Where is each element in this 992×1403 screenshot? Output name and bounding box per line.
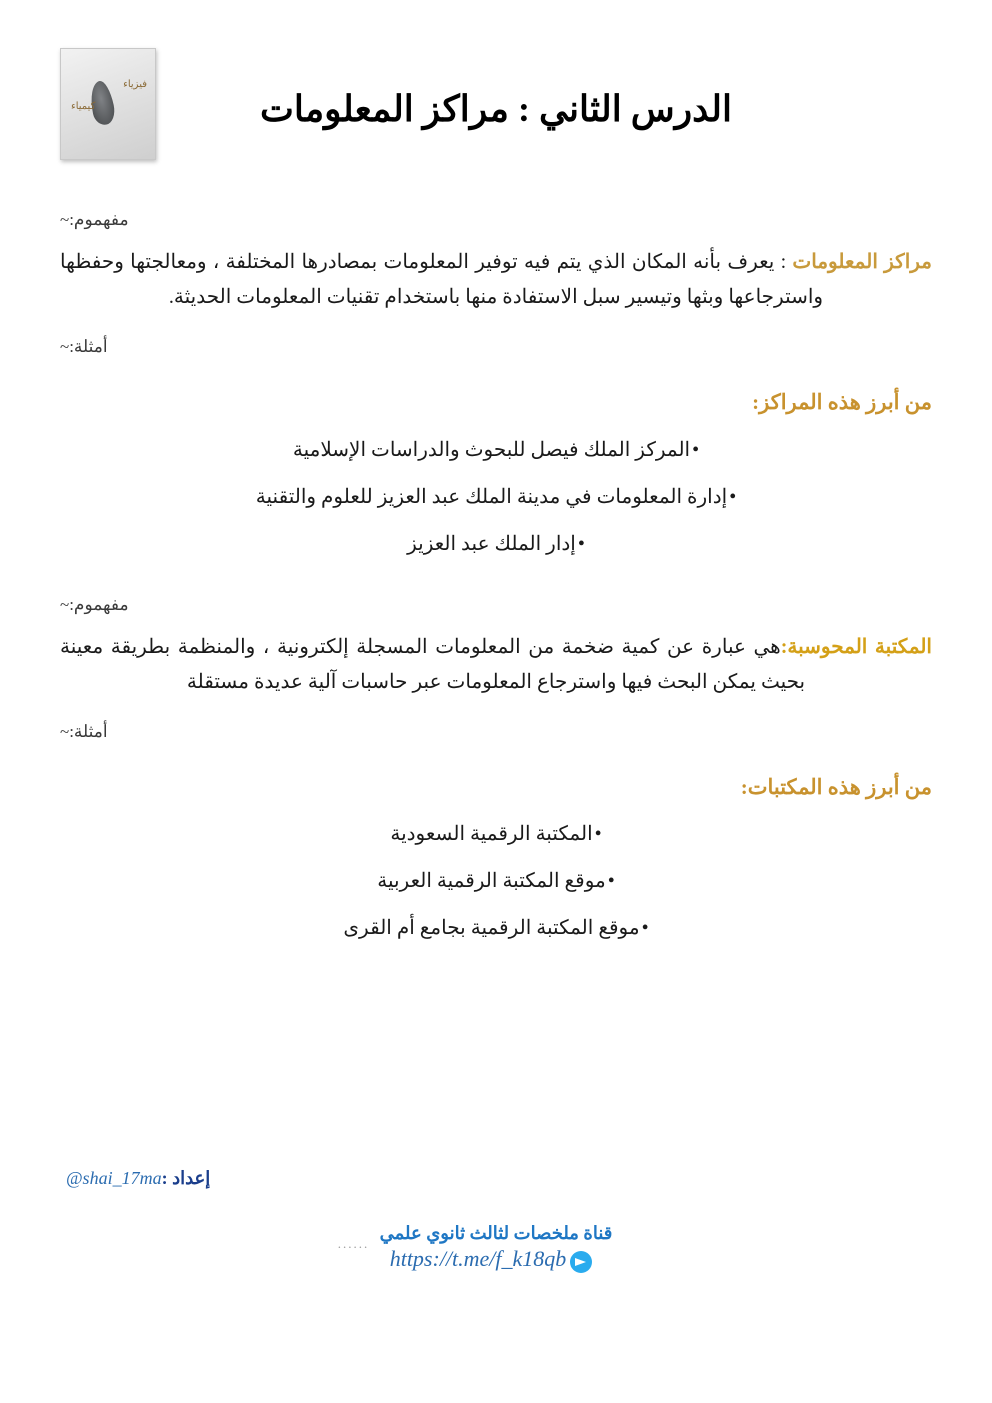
telegram-icon[interactable]: [570, 1251, 592, 1273]
concept-text-1: : يعرف بأنه المكان الذي يتم فيه توفير المعلومات بمصادرها المختلفة ، ومعالجتها وحفظها واسترجاعها وبثها وتيسير سبل الاستفادة منها باستخدام تقنيات المعلومات الحديثة.: [60, 251, 824, 309]
document-footer: [60, 1168, 932, 1273]
channel-link-row: [337, 1235, 603, 1273]
list-item: • إدار الملك عبد العزيز: [60, 526, 932, 563]
concept-label-1: [60, 204, 932, 235]
concept-label-1-text: مفهموم:~: [60, 210, 129, 229]
prepared-by-handle: @shai_17ma: [66, 1167, 162, 1188]
logo: [60, 48, 156, 160]
examples-label-1: [60, 331, 932, 362]
concept-text-2: هي عبارة عن كمية ضخمة من المعلومات المسجلة إلكترونية ، والمنظمة بطريقة معينة بحيث يمكن البحث فيها واسترجاع المعلومات عبر حاسبات آلية عديدة مستقلة: [60, 636, 806, 694]
logo-text-top: فيزياء: [123, 79, 147, 90]
concept-paragraph-2: [60, 630, 932, 700]
concept-term-2: المكتبة المحوسبة:: [780, 636, 932, 659]
channel-name: قناة ملخصات لثالث ثانوي علمي: [379, 1222, 613, 1243]
page-title: الدرس الثاني : مراكز المعلومات: [260, 89, 732, 129]
examples-label-1-text: أمثلة:~: [60, 337, 108, 357]
logo-text-bottom: كيمياء: [71, 101, 96, 112]
list-item: • إدارة المعلومات في مدينة الملك عبد العزيز للعلوم والتقنية: [60, 479, 932, 516]
document-header: [60, 40, 932, 170]
channel-link[interactable]: https://t.me/f_k18qb: [389, 1245, 567, 1271]
centers-list: [60, 432, 932, 563]
prepared-by-line: [60, 1168, 932, 1189]
list-item: • المكتبة الرقمية السعودية: [60, 816, 932, 853]
logo-graphic: [61, 49, 155, 159]
concept-label-2-text: مفهموم:~: [60, 594, 129, 614]
list-item: • موقع المكتبة الرقمية بجامع أم القرى: [60, 910, 932, 947]
list-item: • موقع المكتبة الرقمية العربية: [60, 863, 932, 900]
examples-label-2-text: أمثلة:~: [60, 722, 108, 742]
concept-label-2: [60, 589, 932, 620]
subheading-libraries: من أبرز هذه المكتبات:: [740, 774, 932, 799]
decorative-dots: ......: [337, 1235, 370, 1251]
examples-label-2: [60, 716, 932, 747]
concept-paragraph-1: [60, 245, 932, 315]
prepared-by-label: إعداد :: [161, 1167, 211, 1188]
document-body: [60, 204, 932, 947]
libraries-list: [60, 816, 932, 947]
concept-term-1: مراكز المعلومات: [792, 251, 932, 274]
list-item: • المركز الملك فيصل للبحوث والدراسات الإسلامية: [60, 432, 932, 469]
subheading-centers: من أبرز هذه المراكز:: [752, 389, 932, 414]
